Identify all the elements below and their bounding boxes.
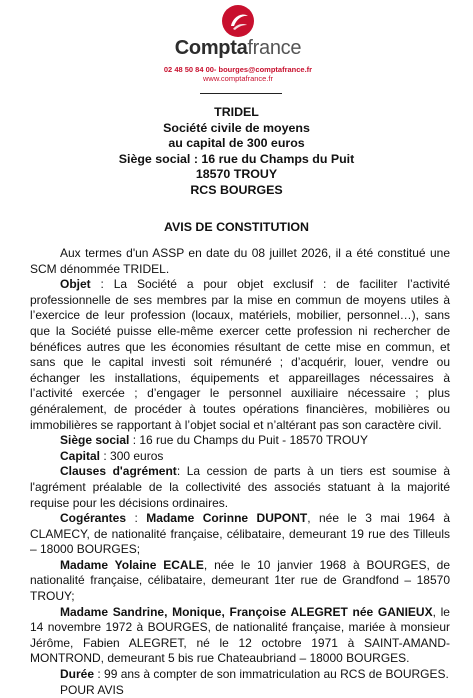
- cogerante1-sep: :: [126, 511, 147, 526]
- clauses-paragraph: [30, 464, 450, 511]
- objet-label: Objet: [60, 277, 91, 292]
- comptafrance-logo: [158, 2, 318, 100]
- siege-paragraph: [30, 433, 450, 449]
- company-capital: au capital de 300 euros: [168, 136, 305, 150]
- website-link[interactable]: www.comptafrance.fr: [202, 74, 274, 83]
- company-header: [0, 105, 473, 198]
- cogerante1-text: , née le 3 mai 1964 à CLAMECY, de nationalité française, célibataire, demeurant 19 rue des Tilleuls – 18000 BOURGES;: [30, 511, 451, 557]
- siege-label: Siège social: [60, 433, 130, 448]
- logo-swirl-icon: [221, 4, 255, 38]
- closing-line: POUR AVIS: [60, 682, 124, 697]
- cogerante3-paragraph: [30, 605, 450, 667]
- company-form: Société civile de moyens: [163, 120, 310, 135]
- capital-paragraph: [30, 449, 450, 465]
- cogerante2-name: Madame Yolaine ECALE: [60, 557, 204, 572]
- cogerante1-paragraph: [30, 511, 450, 558]
- cogerante2-text: , née le 10 janvier 1968 à BOURGES, de nationalité française, célibataire, demeurant 1ter rue de Grandfond – 18570 TROUY;: [30, 557, 450, 604]
- duree-paragraph: [30, 667, 450, 683]
- cogerante3-name: Madame Sandrine, Monique, Françoise ALEGRET née GANIEUX: [60, 604, 433, 619]
- cogerante3-text: , le 14 novembre 1972 à BOURGES, de nationalité française, mariée à monsieur Jérôme, Fabien ALEGRET, né le 12 octobre 1971 à SAINT-AMAND-MONTROND, demeurant 5 bis rue Chateaubriand – 18000 BOURGES.: [30, 604, 450, 666]
- duree-text: : 99 ans à compter de son immatriculation au RCS de BOURGES.: [94, 667, 449, 682]
- company-name: TRIDEL: [214, 105, 259, 119]
- duree-label: Durée: [60, 667, 95, 682]
- cogerantes-label: Cogérantes: [60, 511, 127, 526]
- clauses-label: Clauses d'agrément: [60, 464, 177, 479]
- logo-wordmark: [158, 36, 318, 60]
- company-city: 18570 TROUY: [195, 167, 278, 181]
- header-divider: [200, 93, 282, 94]
- capital-text: : 300 euros: [100, 448, 164, 463]
- notice-title: AVIS DE CONSTITUTION: [163, 220, 310, 234]
- capital-label: Capital: [60, 448, 101, 463]
- brand-part2: france: [247, 37, 302, 59]
- objet-paragraph: [30, 277, 450, 433]
- company-rcs: RCS BOURGES: [190, 182, 283, 197]
- cogerante2-paragraph: [30, 558, 450, 605]
- siege-text: : 16 rue du Champs du Puit - 18570 TROUY: [129, 433, 368, 448]
- brand-part1: Compta: [174, 37, 248, 59]
- company-seat: Siège social : 16 rue du Champs du Puit: [118, 151, 355, 166]
- clauses-text: : La cession de parts à un tiers est soumise à l'agrément préalable de la collectivité des associés statuant à la majorité requise pour les décisions ordinaires.: [30, 464, 451, 510]
- intro-paragraph: Aux termes d'un ASSP en date du 08 juillet 2026, il a été constitué une SCM dénommée TRIDEL.: [30, 246, 450, 276]
- contact-line: 02 48 50 84 00- bourges@comptafrance.fr: [163, 65, 313, 74]
- notice-body: [30, 246, 450, 698]
- cogerante1-name: Madame Corinne DUPONT: [146, 511, 308, 526]
- objet-text: : La Société a pour objet exclusif : de faciliter l’activité professionnelle de ses membres par la mise en commun de moyens utiles à l’exercice de leur profession (locaux, matériels, mobilier, personnel…), sans que la Société puisse elle-même exercer cette profession ni rechercher de bénéfices autres que les économies résultant de cette mise en commun, et sans que le capital investi soit rémunéré ; d’acquérir, louer, vendre ou échanger les installations, équipements et appareillages nécessaires à l’activité exercée ; d’engager le personnel auxiliaire nécessaire ; plus généralement, de procéder à toutes opérations financières, mobilières ou immobilières se rapportant à l’objet social et n’altérant pas son caractère civil.: [30, 277, 450, 432]
